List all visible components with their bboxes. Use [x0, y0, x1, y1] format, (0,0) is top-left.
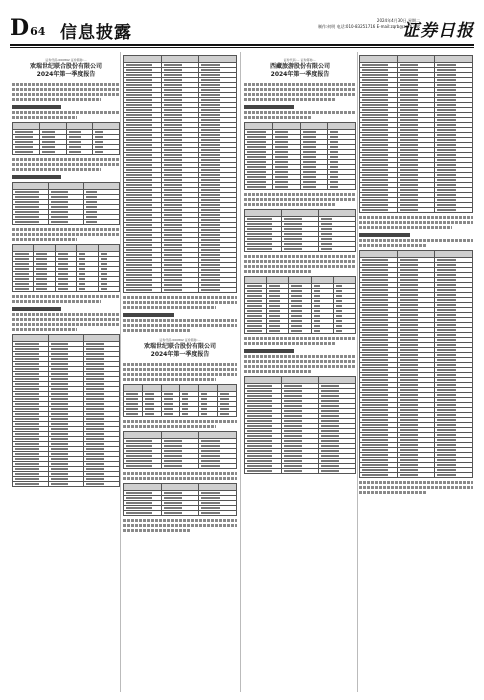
contact-info: 制作:何明 电话:010-83251716 E-mail:zqrb@zqrb.net [317, 24, 420, 29]
column-4 [359, 52, 473, 692]
financial-table [12, 122, 120, 155]
report-title: 2024年第一季度报告 [270, 71, 330, 78]
announcement-header [123, 338, 237, 359]
column-3 [244, 52, 356, 692]
page-number [10, 16, 45, 44]
masthead-meta [290, 18, 420, 30]
column-divider [120, 52, 121, 692]
balance-sheet-table [12, 334, 120, 487]
financial-table [244, 122, 356, 190]
stock-code: 证券代码:000892 证券简称:... [45, 58, 87, 62]
column-divider [240, 52, 241, 692]
column-1 [12, 52, 120, 692]
masthead-rule [10, 44, 474, 46]
column-divider [357, 52, 358, 692]
masthead-rule-thin [10, 47, 474, 48]
issue-date: 2024年4月30日 星期二 [376, 18, 420, 23]
shareholder-table [244, 276, 356, 334]
newspaper-logo: 证券日报 [402, 21, 474, 41]
cash-flow-table [359, 250, 473, 478]
financial-table [123, 431, 237, 469]
financial-table [123, 384, 237, 417]
company-name: 西藏旅游股份有限公司 [269, 63, 330, 70]
company-name: 欢瑞世纪联合股份有限公司 [143, 343, 216, 350]
financial-table [12, 182, 120, 225]
balance-sheet-table [244, 376, 356, 474]
company-name: 欢瑞世纪联合股份有限公司 [29, 63, 102, 70]
stock-code: 证券代码:... 证券简称:... [283, 58, 317, 62]
shareholder-table [12, 244, 120, 292]
announcement-header [244, 58, 356, 79]
page-letter: D [10, 15, 30, 41]
financial-table [244, 209, 356, 252]
section-title: 信息披露 [60, 23, 132, 43]
report-title: 2024年第一季度报告 [150, 351, 210, 358]
masthead [10, 16, 474, 44]
income-statement-table [359, 55, 473, 213]
financial-table [123, 483, 237, 516]
announcement-header [12, 58, 120, 79]
balance-sheet-table-cont [123, 55, 237, 293]
report-title: 2024年第一季度报告 [36, 71, 96, 78]
stock-code: 证券代码:000892 证券简称:... [159, 338, 201, 342]
column-2 [123, 52, 237, 692]
page-digits: 64 [30, 25, 46, 38]
